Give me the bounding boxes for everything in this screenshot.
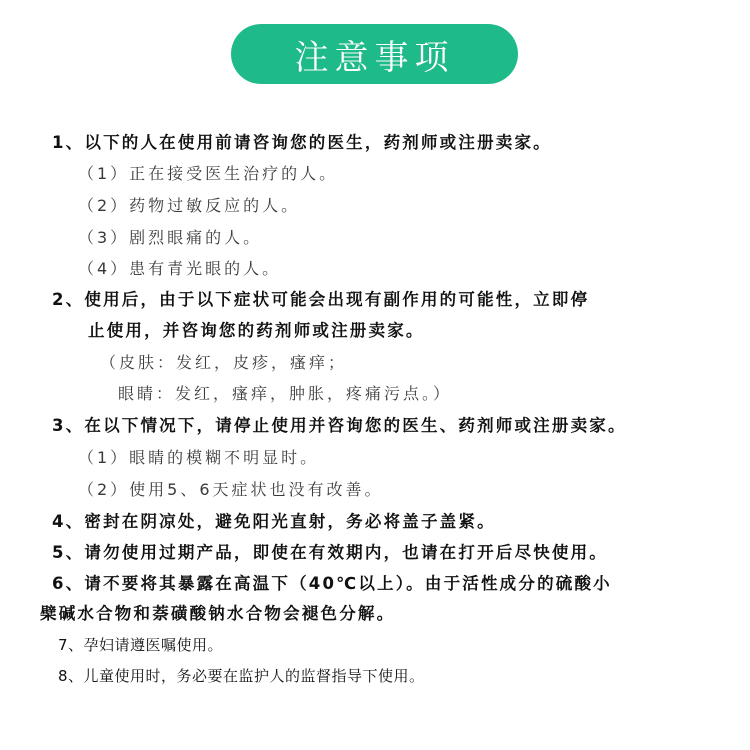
item-6-continued: 檗碱水合物和萘磺酸钠水合物会褪色分解。 bbox=[40, 604, 396, 623]
item-1-sub-2: （2）药物过敏反应的人。 bbox=[78, 196, 301, 215]
item-1-sub-3: （3）剧烈眼痛的人。 bbox=[78, 228, 263, 247]
item-4: 4、密封在阴凉处，避免阳光直射，务必将盖子盖紧。 bbox=[52, 512, 496, 531]
item-2-continued: 止使用，并咨询您的药剂师或注册卖家。 bbox=[88, 321, 425, 340]
item-8: 8、儿童使用时，务必要在监护人的监督指导下使用。 bbox=[58, 667, 425, 685]
page-title: 注意事项 bbox=[231, 24, 518, 84]
item-1-sub-4: （4）患有青光眼的人。 bbox=[78, 259, 282, 278]
item-5: 5、请勿使用过期产品，即使在有效期内，也请在打开后尽快使用。 bbox=[52, 543, 608, 562]
item-2-eye-note: 眼睛：发红，瘙痒，肿胀，疼痛污点。） bbox=[118, 384, 453, 403]
item-2: 2、使用后，由于以下症状可能会出现有副作用的可能性，立即停 bbox=[52, 290, 590, 309]
item-6: 6、请不要将其暴露在高温下（40℃以上）。由于活性成分的硫酸小 bbox=[52, 574, 612, 593]
item-2-skin-note: （皮肤：发红，皮疹，瘙痒； bbox=[100, 353, 348, 372]
item-7: 7、孕妇请遵医嘱使用。 bbox=[58, 636, 224, 654]
item-3-sub-2: （2）使用5、6天症状也没有改善。 bbox=[78, 480, 384, 499]
item-1-sub-1: （1）正在接受医生治疗的人。 bbox=[78, 164, 339, 183]
item-3-sub-1: （1）眼睛的模糊不明显时。 bbox=[78, 448, 320, 467]
item-3: 3、在以下情况下，请停止使用并咨询您的医生、药剂师或注册卖家。 bbox=[52, 416, 627, 435]
item-1: 1、以下的人在使用前请咨询您的医生，药剂师或注册卖家。 bbox=[52, 133, 552, 152]
